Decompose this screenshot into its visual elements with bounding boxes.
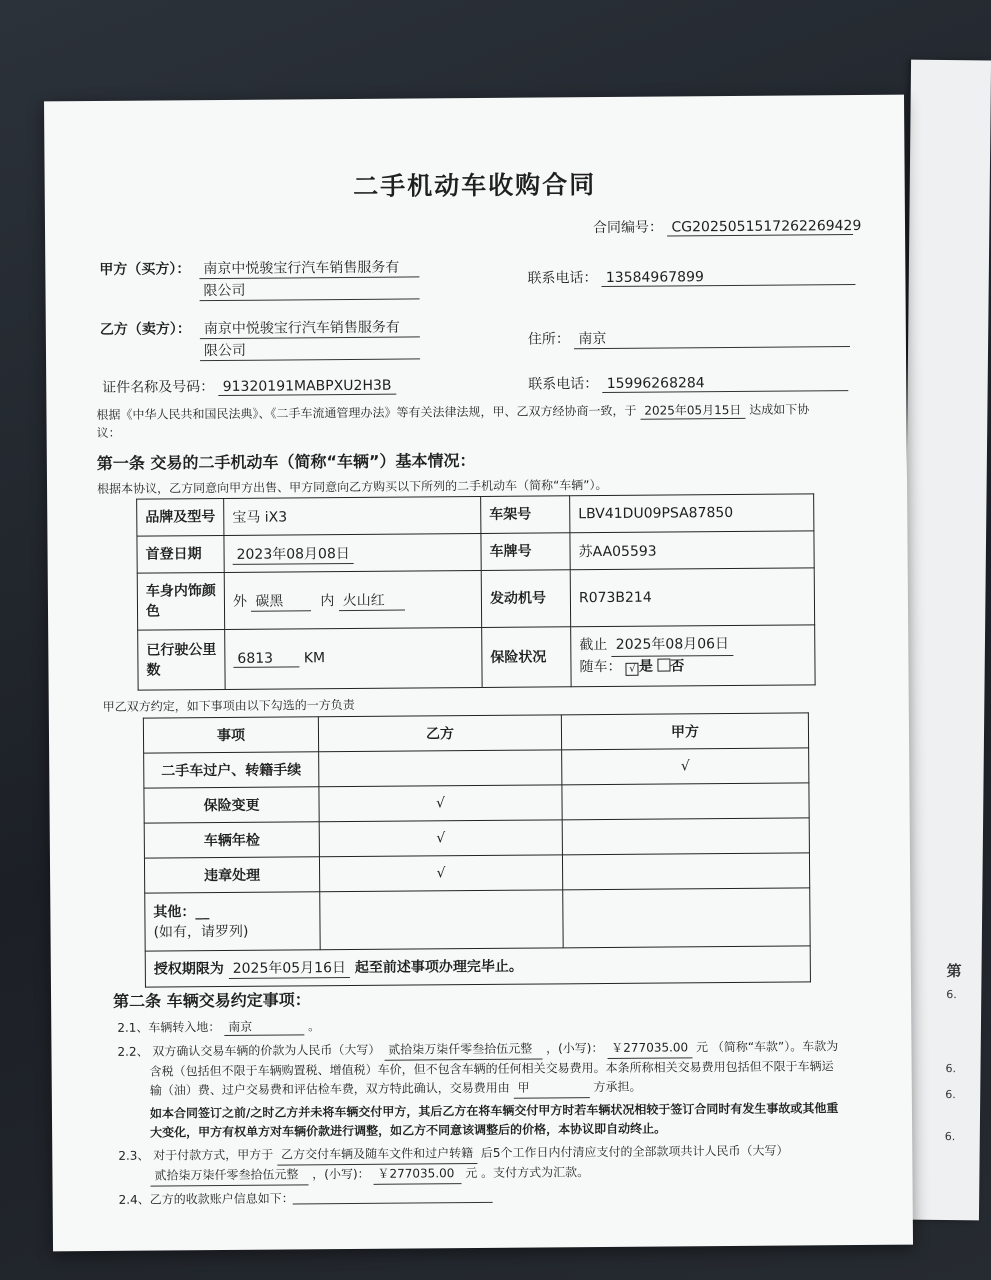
engine-label: 发动机号 [481,570,570,628]
party-a-mark [562,783,809,820]
table-row [144,783,809,823]
contract-number-value: CG2025051517262269429 [667,218,853,236]
clause-2-1-label: 2.1、车辆转入地： [117,1020,221,1035]
party-b-address [528,326,851,350]
responsibility-table [143,712,811,987]
party-b-address-value: 南京 [574,326,850,349]
article-2-heading: 第二条 车辆交易约定事项： [113,990,311,1011]
agreement-date: 2025年05月15日 [640,401,745,420]
clause-2-1-end: 。 [307,1019,321,1034]
side-page-mark: 第 [946,962,962,981]
clause-2-2 [117,1037,838,1102]
yes-label: 是 [638,658,653,675]
clause-2-2-text: 含税（包括但不限于车辆购置税、增值税）车价，但不包含车辆的任何相关交易费用。本条所称相关交易费用包括但不限于车辆运 [149,1059,834,1079]
id-document-value: 91320191MABPXU2H3B [219,378,397,396]
fee-payer: 甲 [514,1078,590,1099]
table-row [144,818,809,858]
reg-date-label: 首登日期 [137,535,224,573]
authorization-tail: 起至前述事项办理完毕止。 [354,958,523,976]
article-1-intro: 根据本协议，乙方同意向甲方出售、甲方同意向乙方购买以下所列的二手机动车（简称“车辆”）。 [97,477,608,496]
vehicle-info-table [136,493,815,690]
clause-2-3-text: 元 。支付方式为汇款。 [465,1165,590,1181]
plate-value: 苏AA05593 [570,531,814,570]
payment-uppercase: 贰拾柒万柒仟零叁拾伍元整 [150,1165,308,1186]
exterior-prefix: 外 [232,593,248,610]
party-b-phone-value: 15996268284 [603,374,849,393]
responsibility-intro: 甲乙双方约定，如下事项由以下勾选的一方负责 [102,697,355,714]
authorization-label: 授权期限为 [153,960,224,978]
checkbox-no[interactable] [657,658,670,671]
table-row [144,748,809,788]
party-a-phone-value: 13584967899 [602,268,856,287]
col-header-party-a: 甲方 [561,713,808,750]
other-label: 其他：__ [153,903,210,921]
insurance-date: 2025年08月06日 [612,634,733,657]
id-document-label: 证件名称及号码： [102,379,215,396]
party-b-label: 乙方（卖方）： [99,321,191,338]
preamble [96,400,809,424]
underline [293,1202,493,1205]
interior-color: 火山红 [339,589,405,611]
party-a-phone [527,265,856,288]
id-document [102,375,397,397]
preamble-text: 根据《中华人民共和国民法典》、《二手车流通管理办法》等有关法律法规，甲、乙双方经协商一致，于 [96,403,637,422]
vin-value: LBV41DU09PSA87850 [570,494,814,533]
engine-value: R073B214 [570,568,814,627]
exterior-color: 碳黑 [251,590,311,611]
clause-2-2-text: 元 （简称“车款”）。车款为 [695,1039,839,1055]
party-b-phone-label: 联系电话： [528,376,599,393]
party-a-mark: √ [562,748,809,785]
payment-condition: 乙方交付车辆及随车文件和过户转籍 [277,1144,477,1166]
preamble-text: 达成如下协 [749,402,810,417]
party-a-mark [562,853,809,890]
clause-2-3-text: 后5个工作日内付清应支付的全部款项共计人民币（大写） [480,1143,789,1160]
interior-prefix: 内 [320,592,335,609]
row-item: 二手车过户、转籍手续 [144,752,319,788]
party-b-name-line2: 限公司 [203,342,247,360]
price-uppercase: 贰拾柒万柒仟零叁拾伍元整 [384,1039,542,1060]
adjustment-text: 大变化，甲方有权单方对车辆价款进行调整，如乙方不同意该调整后的价格，本协议即自动终止。 [150,1121,667,1140]
transfer-destination: 南京 [224,1017,304,1036]
insurance-prefix: 截止 [579,636,608,654]
col-header-party-b: 乙方 [318,715,561,752]
party-a-name-line1: 南京中悦骏宝行汽车销售服务有 [203,259,400,278]
clause-2-2-text: 方承担。 [593,1079,642,1095]
col-header-item: 事项 [143,717,318,753]
table-row [144,853,809,893]
party-a-name-line2: 限公司 [203,282,246,300]
color-label: 车身内饰颜色 [137,572,224,630]
preamble-end: 议： [96,425,121,440]
party-b-name-line1: 南京中悦骏宝行汽车销售服务有 [203,319,400,338]
authorization-row [145,946,810,987]
article-1-heading: 第一条 交易的二手机动车（简称“车辆”）基本情况： [96,451,476,473]
clause-2-1 [117,1017,320,1037]
side-page-mark: 6. [945,1088,956,1102]
vin-label: 车架号 [481,496,570,534]
side-page-mark: 6. [945,1062,957,1076]
party-b-mark: √ [319,820,562,857]
party-b-mark: √ [319,785,562,822]
party-b-mark: √ [319,855,562,892]
contract-document [44,95,913,1252]
contract-number-label: 合同编号： [592,219,664,237]
row-item: 车辆年检 [144,822,319,858]
party-b-mark [319,750,562,787]
side-page-mark: 6. [946,988,957,1002]
clause-2-2-number: 2.2、 [117,1044,149,1059]
clause-2-3 [118,1142,789,1187]
clause-2-2-text: ，(小写)： [546,1041,604,1056]
brand-label: 品牌及型号 [137,498,224,536]
party-a-phone-label: 联系电话： [527,270,598,287]
plate-label: 车牌号 [481,533,570,571]
table-row-other [145,888,810,951]
reg-date-value: 2023年08月08日 [232,542,353,564]
adjacent-page [899,60,991,1221]
adjustment-clause [150,1099,839,1142]
adjustment-text: 如本合同签订之前/之时乙方并未将车辆交付甲方，其后乙方在将车辆交付甲方时若车辆状况相较于签订合同时有发生事故或其他重 [149,1101,839,1121]
mileage-unit: KM [303,650,326,667]
party-a-mark [562,818,809,855]
party-a-mark [563,888,810,948]
clause-2-4: 2.4、乙方的收款账户信息如下： [118,1191,294,1207]
party-a-label: 甲方（买方）： [99,261,191,278]
clause-2-2-text: 输（油）费、过户交易费和评估检车费，双方特此确认，交易费用由 [149,1080,510,1098]
with-car-label: 随车： [579,658,622,676]
brand-value: 宝马 iX3 [224,496,481,535]
party-b-mark [320,890,563,950]
other-hint: (如有，请罗列) [153,923,249,941]
price-lowercase: ￥277035.00 [607,1038,692,1059]
authorization-date: 2025年05月16日 [229,957,350,979]
row-item: 违章处理 [144,857,319,893]
contract-number [592,215,862,237]
mileage-label: 已行驶公里数 [138,629,225,690]
checkbox-yes[interactable]: √ [626,663,639,676]
clause-2-2-text: 双方确认交易车辆的价款为人民币（大写） [152,1042,381,1059]
document-title: 二手机动车收购合同 [353,170,597,201]
no-label: 否 [670,658,685,675]
side-page-mark: 6. [944,1130,956,1144]
insurance-label: 保险状况 [482,627,571,688]
clause-2-3-text: ，(小写)： [312,1166,370,1182]
party-b-phone [528,371,849,394]
row-item: 保险变更 [144,787,319,823]
clause-2-3-text: 对于付款方式，甲方于 [153,1147,274,1163]
payment-lowercase: ￥277035.00 [373,1164,461,1185]
party-b-address-label: 住所： [527,331,570,348]
mileage-value: 6813 [233,650,299,668]
clause-2-3-number: 2.3、 [118,1148,150,1163]
